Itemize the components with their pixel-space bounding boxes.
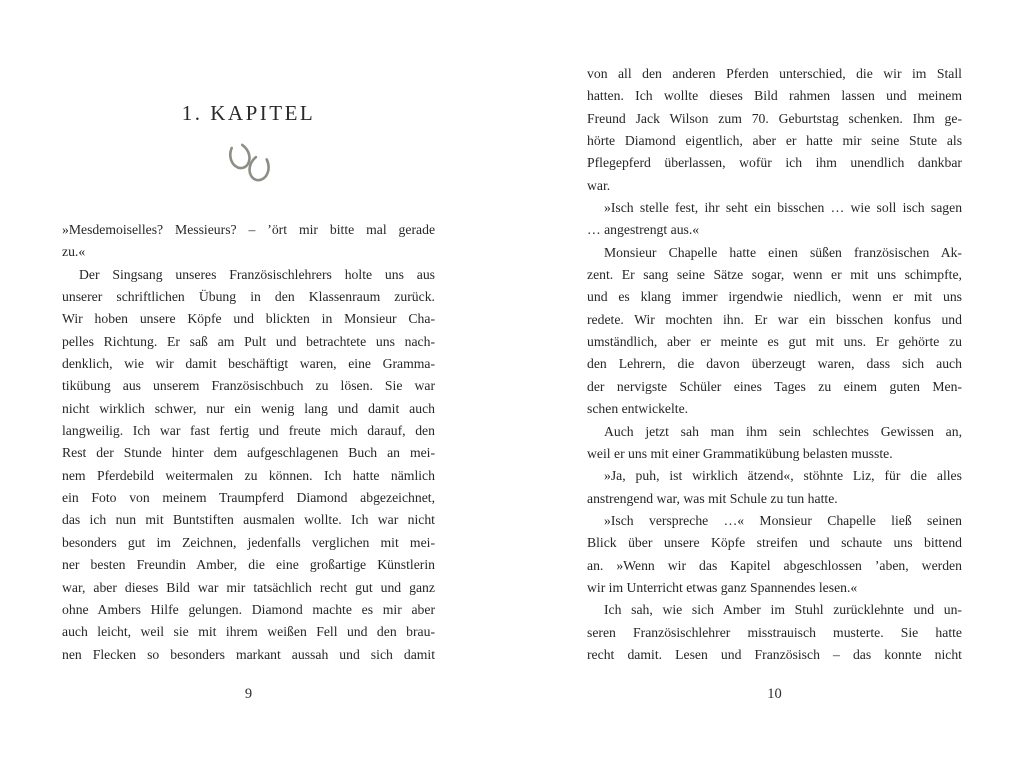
text-line: ein Foto von meinem Traumpferd Diamond abgezeichnet,	[62, 490, 436, 506]
text-line: redete. Wir mochten ihn. Er war ein bisschen konfus und	[587, 311, 962, 327]
page-text-left	[62, 219, 435, 666]
text-line: ohne Ambers Hilfe gelungen. Diamond machte es mir aber	[62, 601, 436, 617]
text-line: hatten. Ich wollte dieses Bild rahmen lassen und meinem	[587, 88, 963, 104]
page-right	[587, 0, 962, 783]
text-line: Blick über unsere Köpfe streifen und schaute uns bittend	[587, 535, 963, 551]
text-line: Auch jetzt sah man ihm sein schlechtes Gewissen an,	[604, 423, 963, 439]
text-line: nem Pferdebild weitermalen zu können. Ich hatte nämlich	[62, 467, 435, 483]
text-line: »Isch verspreche …« Monsieur Chapelle ließ seinen	[604, 512, 962, 528]
text-line: den Lehrern, die davon überzeugt waren, dass sich auch	[587, 356, 962, 372]
chapter-heading: 1. KAPITEL	[181, 101, 316, 125]
page-text-right	[587, 63, 962, 666]
text-line: besonders gut im Zeichnen, jedenfalls verglichen mit mei-	[62, 534, 435, 550]
text-line: »Isch stelle fest, ihr seht ein bisschen … wie soll isch sagen	[604, 200, 963, 216]
text-line: auch leicht, weil sie mit ihrem weißen Fell und den brau-	[62, 624, 436, 640]
text-line: weil er uns mit einer Grammatikübung belasten musste.	[587, 445, 893, 461]
page-left	[62, 0, 435, 783]
text-line: der nervigste Schüler eines Tages zu einem guten Men-	[587, 378, 963, 394]
text-line: tikübung aus unserem Französischbuch zu lösen. Sie war	[62, 378, 436, 394]
text-line: denklich, wie wir damit beschäftigt waren, eine Gramma-	[62, 356, 436, 372]
text-line: von all den anderen Pferden unterschied, die wir im Stall	[587, 66, 962, 81]
text-line: Rest der Stunde hinter dem aufgeschlagenen Buch an mei-	[62, 445, 436, 461]
text-line: »Mesdemoiselles? Messieurs? – ’ört mir bitte mal gerade	[62, 222, 436, 237]
text-line: an. »Wenn wir das Kapitel abgeschlossen ’aben, werden	[587, 557, 962, 573]
text-line: Der Singsang unseres Französischlehrers holte uns aus	[79, 266, 436, 282]
text-line: Pflegepferd überlassen, wofür ich ihm unendlich dankbar	[587, 155, 962, 171]
text-line: war, aber dieses Bild war mir tatsächlich recht gut und ganz	[62, 579, 435, 595]
text-line: Freund Jack Wilson zum 70. Geburtstag schenken. Ihm ge-	[587, 110, 963, 126]
text-line: Wir hoben unsere Köpfe und blickten in Monsieur Cha-	[62, 311, 436, 327]
text-line: und es klang immer irgendwie niedlich, wenn er mit uns	[587, 289, 963, 305]
text-line: Ich sah, wie sich Amber im Stuhl zurücklehnte und un-	[604, 602, 962, 618]
text-line: seren Französischlehrer misstrauisch musterte. Sie hatte	[587, 624, 963, 640]
text-line: das ich nun mit Buntstiften ausmalen wollte. Ich war nicht	[62, 512, 435, 528]
text-line: wir im Unterricht etwas ganz Spannendes lesen.«	[587, 579, 858, 595]
page-number-right: 10	[767, 686, 782, 702]
text-line: war.	[587, 177, 611, 193]
text-line: pelles Richtung. Er saß am Pult und betrachtete uns nach-	[62, 333, 436, 349]
text-line: ner besten Freundin Amber, die eine großartige Künstlerin	[62, 557, 435, 573]
text-line: zent. Er sang seine Sätze sogar, wenn er mit uns schimpfte,	[587, 267, 962, 283]
text-line: umständlich, aber er meinte es gut mit uns. Er gehörte zu	[587, 334, 962, 350]
text-line: recht damit. Lesen und Französisch – das konnte nicht	[587, 646, 962, 662]
text-line: hörte Diamond eigentlich, aber er hatte mir seine Stute als	[587, 133, 963, 149]
text-line: nicht wirklich schwer, nur ein wenig lang und damit auch	[62, 400, 435, 416]
text-line: zu.«	[62, 244, 86, 260]
text-line: anstrengend war, was mit Schule zu tun hatte.	[587, 490, 838, 506]
text-line: langweilig. Ich war fast fertig und freute mich darauf, den	[62, 423, 435, 439]
text-line: nen Flecken so besonders markant aussah und sich damit	[62, 646, 436, 662]
page-number-left: 9	[244, 686, 253, 702]
text-line: »Ja, puh, ist wirklich ätzend«, stöhnte Liz, für die alles	[604, 468, 962, 484]
text-line: … angestrengt aus.«	[587, 222, 700, 238]
text-line: schen entwickelte.	[587, 401, 689, 417]
horseshoes-ornament-icon	[62, 142, 435, 194]
text-line: Monsieur Chapelle hatte einen süßen französischen Ak-	[604, 244, 962, 260]
text-line: unserer schriftlichen Übung in den Klassenraum zurück.	[62, 289, 435, 305]
